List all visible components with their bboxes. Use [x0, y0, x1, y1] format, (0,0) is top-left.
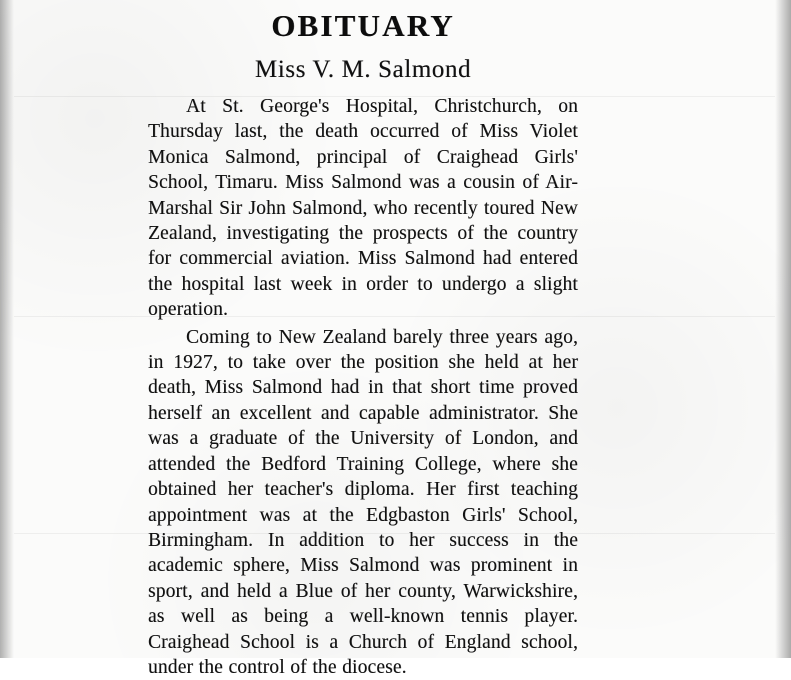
article-paragraph: At St. George's Hospital, Christchurch, on Thursday last, the death occurred of Miss Violet Monica Salmond, principal of Craighead Girls' School, Timaru. Miss Salmond was a cousin of Air-Marshal Sir John Salmond, who recently toured New Zealand, investigating the prospects of the country for commercial aviation. Miss Salmond had entered the hospital last week in order to undergo a slight operation. — [148, 96, 578, 321]
page-title: OBITUARY — [271, 8, 455, 43]
article-paragraph: Coming to New Zealand barely three years ago, in 1927, to take over the position she held at her death, Miss Salmond had in that short time proved herself an excellent and capable administrator. She was a graduate of the University of London, and attended the Bedford Training College, where she obtained her teacher's diploma. Her first teaching appointment was at the Edgbaston Girls' School, Birmingham. In addition to her success in the academic sphere, Miss Salmond was prominent in sport, and held a Blue of her county, Warwickshire, as well as being a well-known tennis player. Craighead School is a Church of England school, under the control of the diocese. — [148, 326, 578, 678]
article-subtitle: Miss V. M. Salmond — [254, 56, 472, 83]
article-column — [148, 0, 578, 680]
